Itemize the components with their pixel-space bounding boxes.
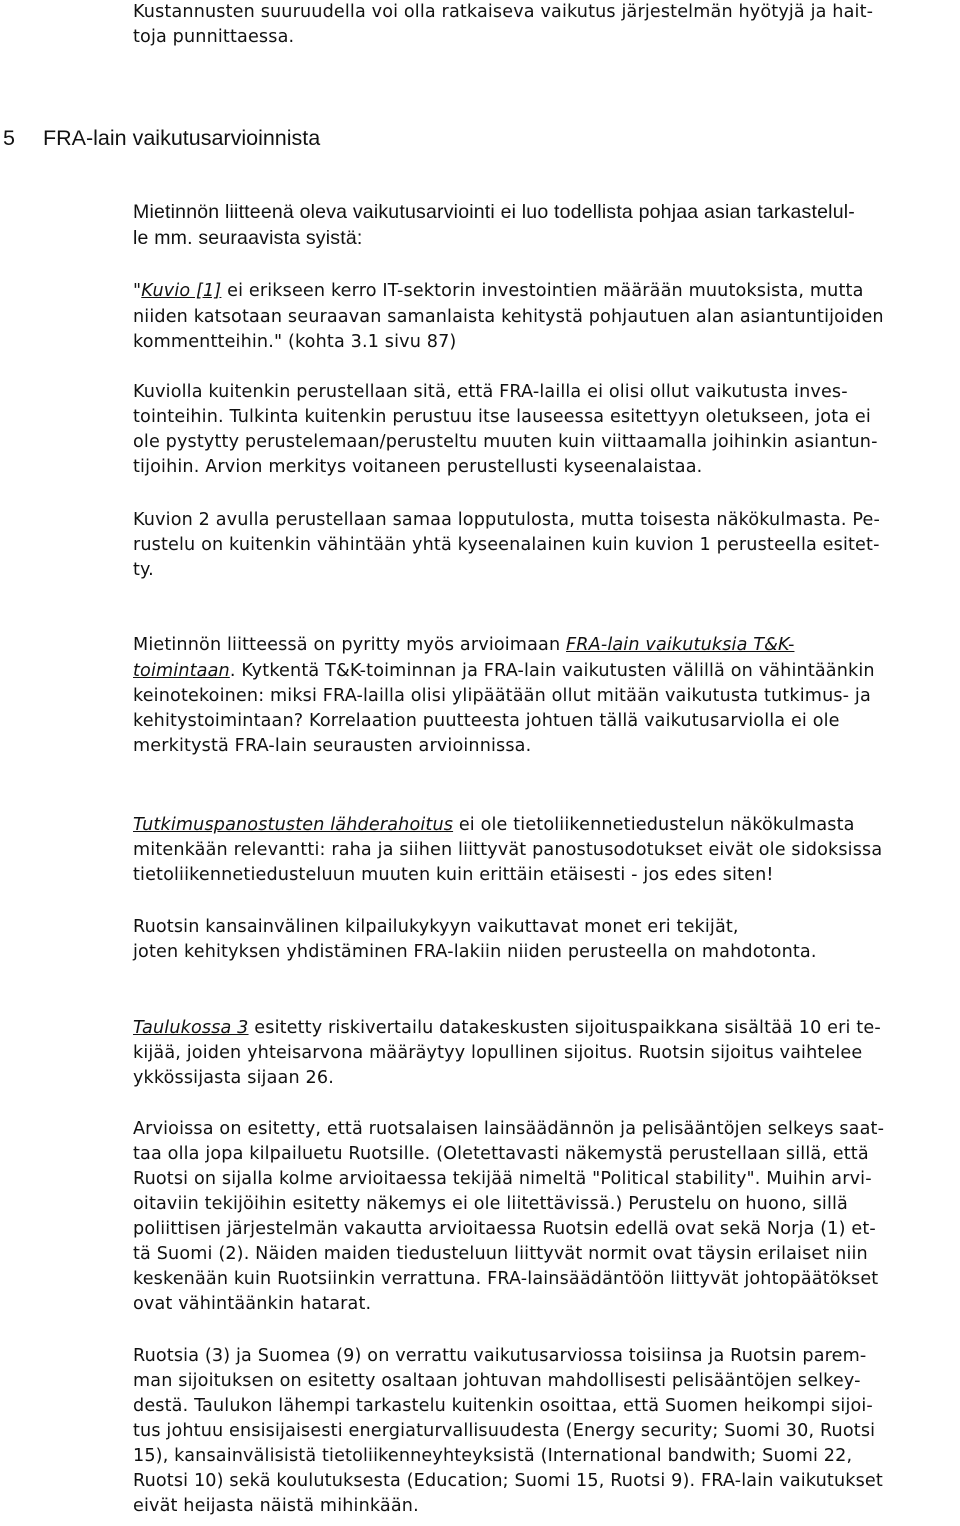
text-line: ykkössijasta sijaan 26. [133,1068,334,1088]
text-line: destä. Taulukon lähempi tarkastelu kuitenkin osoittaa, että Suomen heikompi sijoi- [133,1396,873,1416]
text-fragment: . Kytkentä T&K-toiminnan ja FRA-lain vaikutusten välillä on vähintäänkin [229,661,875,681]
text-line: Kustannusten suuruudella voi olla ratkaiseva vaikutus järjestelmän hyötyjä ja hait- [133,2,874,22]
text-line: keskenään kuin Ruotsiinkin verrattuna. FRA-lainsäädäntöön liittyvät johtopäätökset [133,1269,879,1289]
section-number: 5 [3,126,15,150]
text-line: poliittisen järjestelmän vakautta arvioitaessa Ruotsin edellä ovat sekä Norja (1) et- [133,1219,876,1239]
text-line: toja punnittaessa. [133,27,295,47]
text-fragment: Mietinnön liitteessä on pyritty myös arvioimaan [133,635,566,655]
text-line: taa olla jopa kilpailuetu Ruotsille. (Oletettavasti näkemystä perustellaan sillä, että [133,1144,869,1164]
text-line: rustelu on kuitenkin vähintään yhtä kyseenalainen kuin kuvion 1 perusteella esitet- [133,535,880,555]
section-heading [3,124,320,152]
text-line [133,659,875,683]
text-line: tä Suomi (2). Näiden maiden tiedusteluun liittyvät normit ovat täysin erilaiset niin [133,1244,868,1264]
text-line: eivät heijasta näistä mihinkään. [133,1496,419,1516]
section-reference-link[interactable]: Tutkimuspanostusten lähderahoitus [133,815,454,835]
text-fragment: esitetty riskivertailu datakeskusten sijoituspaikkana sisältää 10 eri te- [248,1018,881,1038]
text-line: ole pystytty perustelemaan/perusteltu muuten kuin viittaamalla joihinkin asiantun- [133,432,878,452]
text-line: 15), kansainvälisistä tietoliikenneyhteyksistä (International bandwith; Suomi 22, [133,1446,853,1466]
text-line: ty. [133,560,154,580]
text-line: ovat vähintäänkin hatarat. [133,1294,372,1314]
text-line: niiden katsotaan seuraavan samanlaista kehitystä pohjautuen alan asiantuntijoiden [133,307,884,327]
text-line: Arvioissa on esitetty, että ruotsalaisen lainsäädännön ja pelisääntöjen selkeys saat- [133,1119,885,1139]
text-fragment: ei ole tietoliikennetiedustelun näkökulmasta [453,815,855,835]
text-line: man sijoituksen on esitetty osaltaan johtuvan mahdollisesti pelisääntöjen selkey- [133,1371,861,1391]
text-line: mitenkään relevantti: raha ja siihen liittyvät panostusodotukset eivät ole sidoksissa [133,840,883,860]
text-line: le mm. seuraavista syistä: [133,227,363,249]
open-quote: " [133,281,142,301]
text-line [133,1016,881,1040]
section-reference-link[interactable]: FRA-lain vaikutuksia T&K- [566,635,795,655]
text-line: Kuviolla kuitenkin perustellaan sitä, että FRA-lailla ei olisi ollut vaikutusta inves- [133,382,848,402]
text-line: oitaviin tekijöihin esitetty näkemys ei ole liitettävissä.) Perustelu on huono, sillä [133,1194,848,1214]
text-line: Ruotsia (3) ja Suomea (9) on verrattu vaikutusarviossa toisiinsa ja Ruotsin parem- [133,1346,867,1366]
text-line [133,279,864,303]
figure-reference-link[interactable]: Kuvio [1] [141,281,222,301]
text-line: Ruotsin kansainvälinen kilpailukykyyn vaikuttavat monet eri tekijät, [133,917,739,937]
text-line: merkitystä FRA-lain seurausten arvioinnissa. [133,736,532,756]
section-reference-link[interactable]: toimintaan [133,661,230,681]
text-line: kijää, joiden yhteisarvona määräytyy lopullinen sijoitus. Ruotsin sijoitus vaihtelee [133,1043,863,1063]
text-line: kehitystoimintaan? Korrelaation puutteesta johtuen tällä vaikutusarviolla ei ole [133,711,840,731]
text-line [133,633,794,657]
text-line: tietoliikennetiedusteluun muuten kuin erittäin etäisesti - jos edes siten! [133,865,774,885]
text-line: keinotekoinen: miksi FRA-lailla olisi ylipäätään ollut mitään vaikutusta tutkimus- ja [133,686,871,706]
text-line: Ruotsi 10) sekä koulutuksesta (Education; Suomi 15, Ruotsi 9). FRA-lain vaikutukset [133,1471,883,1491]
section-title: FRA-lain vaikutusarvioinnista [43,126,321,150]
text-line: Ruotsi on sijalla kolme arvioitaessa tekijää nimeltä "Political stability". Muihin arvi- [133,1169,872,1189]
text-line: Kuvion 2 avulla perustellaan samaa lopputulosta, mutta toisesta näkökulmasta. Pe- [133,510,880,530]
text-line: tijoihin. Arvion merkitys voitaneen perustellusti kyseenalaistaa. [133,457,703,477]
table-reference-link[interactable]: Taulukossa 3 [133,1018,249,1038]
text-line: kommentteihin." (kohta 3.1 sivu 87) [133,332,457,352]
text-line [133,813,855,837]
text-line: joten kehityksen yhdistäminen FRA-lakiin niiden perusteella on mahdotonta. [133,942,817,962]
text-line: tus johtuu ensisijaisesti energiaturvallisuudesta (Energy security; Suomi 30, Ruotsi [133,1421,876,1441]
text-line: Mietinnön liitteenä oleva vaikutusarviointi ei luo todellista pohjaa asian tarkastelul- [133,201,855,223]
text-fragment: ei erikseen kerro IT-sektorin investointien määrään muutoksista, mutta [221,281,864,301]
text-line: tointeihin. Tulkinta kuitenkin perustuu itse lauseessa esitettyyn oletukseen, jota ei [133,407,871,427]
